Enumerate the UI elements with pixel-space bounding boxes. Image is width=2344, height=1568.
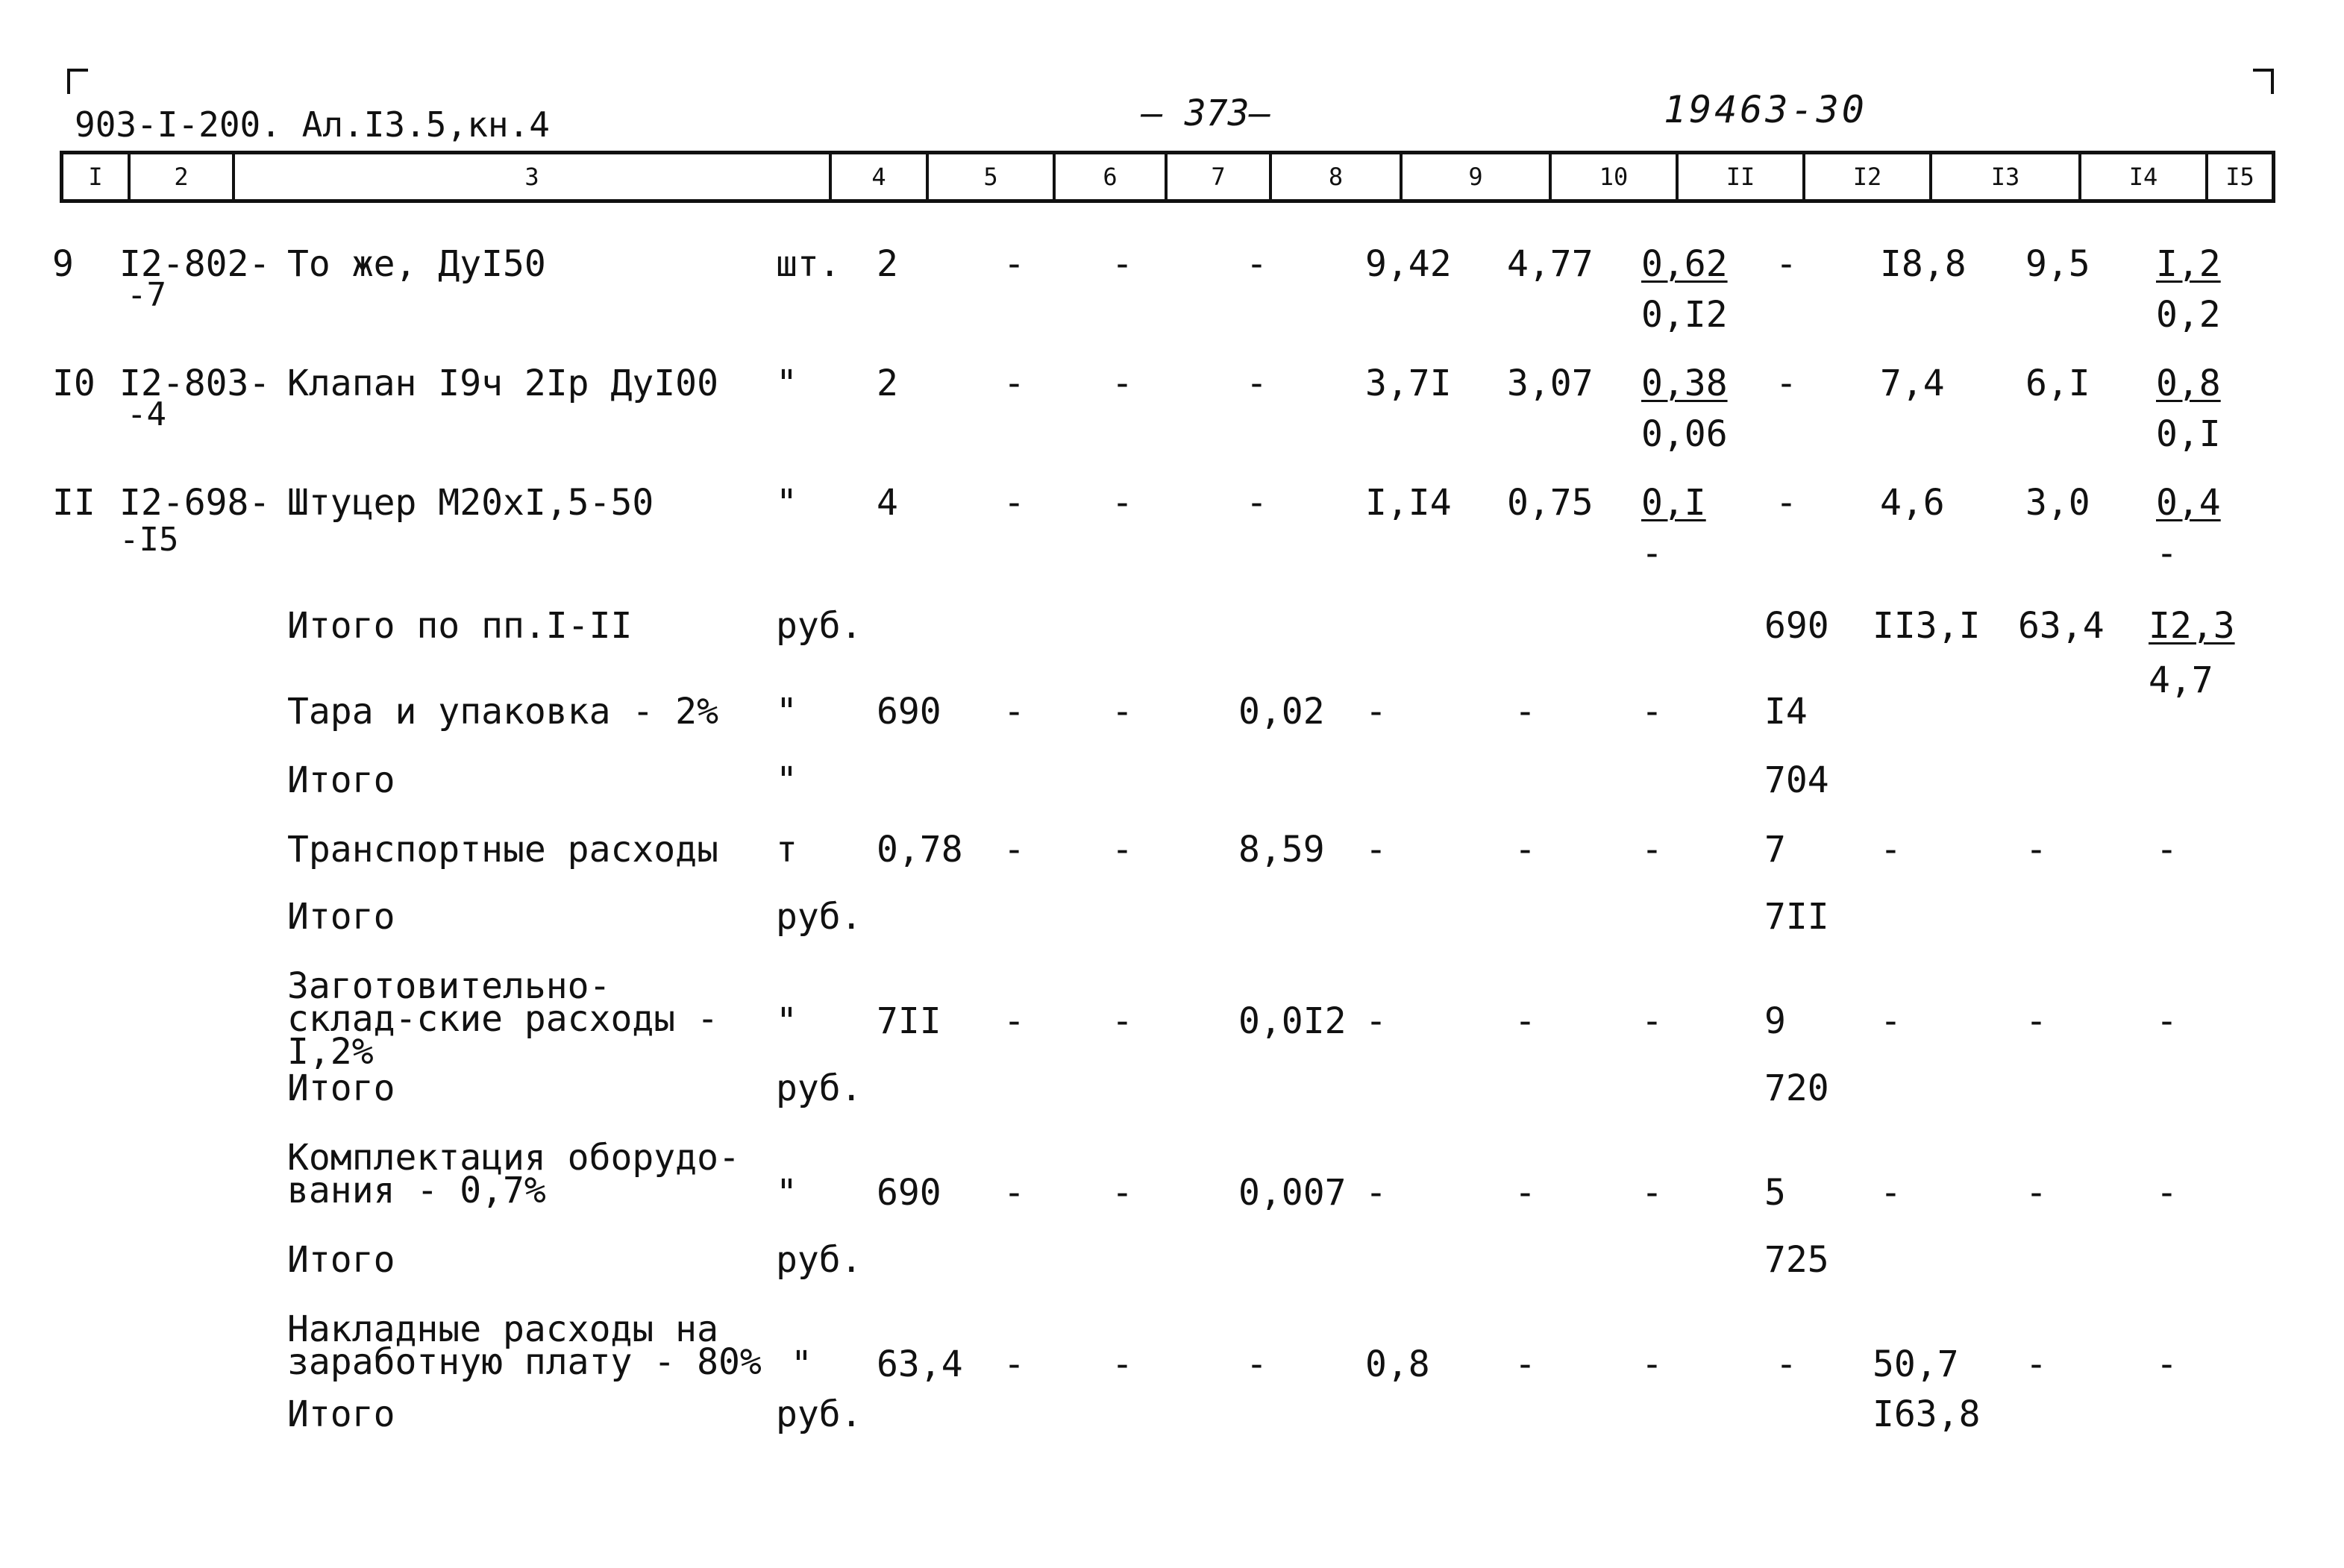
col6: - [1003, 1172, 1025, 1214]
summary-name: Итого [287, 1067, 395, 1109]
col7: - [1112, 1172, 1133, 1214]
col8: 0,0I2 [1238, 1000, 1347, 1042]
col8: 8,59 [1238, 829, 1325, 871]
col5: 0,78 [877, 829, 963, 871]
col5: 7II [877, 1000, 941, 1042]
column-header: I [63, 154, 131, 199]
document-code: 19463-30 [1664, 88, 1867, 131]
column-header: II [1679, 154, 1805, 199]
row-number: I0 [52, 363, 95, 404]
col14: 63,4 [2018, 605, 2105, 647]
col6: - [1003, 363, 1025, 404]
col12: - [1776, 363, 1797, 404]
item-code-suffix: -7 [127, 276, 166, 314]
column-header: 8 [1272, 154, 1403, 199]
summary-name: Заготовительно-склад-ские расходы - I,2% [287, 965, 718, 1073]
column-header: 9 [1403, 154, 1552, 199]
col14: - [2025, 829, 2047, 871]
unit: " [776, 1000, 797, 1042]
col13: I63,8 [1873, 1393, 1981, 1435]
col5: 63,4 [877, 1343, 963, 1385]
column-header: 7 [1168, 154, 1272, 199]
col11-bottom: 0,06 [1641, 413, 1728, 455]
col6: - [1003, 829, 1025, 871]
column-header: 10 [1552, 154, 1679, 199]
col15: - [2156, 1172, 2178, 1214]
unit: шт. [776, 243, 841, 285]
col7: - [1112, 363, 1133, 404]
column-header: 2 [131, 154, 235, 199]
col6: - [1003, 1000, 1025, 1042]
summary-name: Итого по пп.I-II [287, 605, 633, 647]
col9: - [1365, 1172, 1387, 1214]
col14: 6,I [2025, 363, 2090, 404]
col5: 690 [877, 691, 941, 733]
col9: - [1365, 829, 1387, 871]
unit: руб. [776, 896, 862, 938]
col6: - [1003, 691, 1025, 733]
corner-mark-top-right [2253, 69, 2274, 94]
col12: 704 [1764, 759, 1829, 801]
summary-name: Итого [287, 1393, 395, 1435]
item-code: I2-803- [119, 363, 271, 404]
col14: - [2025, 1343, 2047, 1385]
col11: - [1641, 1172, 1663, 1214]
column-header: I5 [2225, 163, 2254, 191]
col14: 9,5 [2025, 243, 2090, 285]
unit: " [776, 759, 797, 801]
col14: - [2025, 1000, 2047, 1042]
col9: - [1365, 1000, 1387, 1042]
col10: 3,07 [1507, 363, 1594, 404]
column-header: I2 [1805, 154, 1932, 199]
unit: руб. [776, 1239, 862, 1281]
item-name: Штуцер М20хI,5-50 [287, 482, 654, 524]
col6: - [1003, 482, 1025, 524]
col5: 690 [877, 1172, 941, 1214]
col12: 9 [1764, 1000, 1786, 1042]
col7: - [1112, 243, 1133, 285]
col11-bottom: 0,I2 [1641, 294, 1728, 336]
col15-top: I,2 [2156, 243, 2221, 285]
col11: - [1641, 1343, 1663, 1385]
col13: - [1880, 1172, 1902, 1214]
column-header: 4 [832, 154, 929, 199]
col12: - [1776, 482, 1797, 524]
col12: - [1776, 243, 1797, 285]
item-code-suffix: -4 [127, 395, 166, 433]
row-number: 9 [52, 243, 74, 285]
col11-top: 0,62 [1641, 243, 1728, 285]
summary-name: Итого [287, 896, 395, 938]
col9: I,I4 [1365, 482, 1452, 524]
col15-bottom: - [2156, 533, 2178, 574]
document-title: 903-I-200. Ал.I3.5,кн.4 [75, 104, 550, 145]
col8: 0,007 [1238, 1172, 1347, 1214]
unit: руб. [776, 605, 862, 647]
col12: 7II [1764, 896, 1829, 938]
col10: 0,75 [1507, 482, 1594, 524]
col6: - [1003, 243, 1025, 285]
col11-top: 0,38 [1641, 363, 1728, 404]
col10: - [1514, 691, 1536, 733]
col15-bottom: 0,2 [2156, 294, 2221, 336]
col8: - [1246, 482, 1267, 524]
column-header: 6 [1056, 154, 1168, 199]
unit: " [776, 363, 797, 404]
col7: - [1112, 1000, 1133, 1042]
col13: 4,6 [1880, 482, 1945, 524]
unit: руб. [776, 1067, 862, 1109]
col9: 3,7I [1365, 363, 1452, 404]
column-header: I3 [1932, 154, 2081, 199]
page-number: — 373— [1141, 92, 1271, 134]
unit: " [776, 1172, 797, 1214]
col8: 0,02 [1238, 691, 1325, 733]
unit: т [776, 829, 797, 871]
col15-top: 0,8 [2156, 363, 2221, 404]
col15-top: I2,3 [2149, 605, 2235, 647]
corner-mark-top-left [67, 69, 88, 94]
col9: - [1365, 691, 1387, 733]
col14: - [2025, 1172, 2047, 1214]
col11: - [1641, 691, 1663, 733]
col7: - [1112, 1343, 1133, 1385]
col15: - [2156, 1000, 2178, 1042]
col15-bottom: 0,I [2156, 413, 2221, 455]
column-header: 5 [929, 154, 1056, 199]
item-name: То же, ДуI50 [287, 243, 546, 285]
col13: I8,8 [1880, 243, 1967, 285]
item-name: Клапан I9ч 2Iр ДуI00 [287, 363, 718, 404]
quantity: 2 [877, 243, 898, 285]
col8: - [1246, 243, 1267, 285]
col11-top: 0,I [1641, 482, 1706, 524]
col10: - [1514, 1172, 1536, 1214]
unit: " [791, 1343, 812, 1385]
unit: " [776, 691, 797, 733]
col10: - [1514, 1343, 1536, 1385]
col10: - [1514, 1000, 1536, 1042]
column-header: 3 [235, 154, 832, 199]
col15-bottom: 4,7 [2149, 659, 2213, 701]
col13: 7,4 [1880, 363, 1945, 404]
col7: - [1112, 691, 1133, 733]
summary-name: Накладные расходы на заработную плату - 80% [287, 1308, 762, 1383]
col12: - [1776, 1343, 1797, 1385]
summary-name: Тара и упаковка - 2% [287, 691, 718, 733]
item-code: I2-698- [119, 482, 271, 524]
col8: - [1246, 363, 1267, 404]
col15: - [2156, 1343, 2178, 1385]
col13: 50,7 [1873, 1343, 1959, 1385]
col7: - [1112, 482, 1133, 524]
col13: II3,I [1873, 605, 1981, 647]
summary-name: Итого [287, 759, 395, 801]
item-code: I2-802- [119, 243, 271, 285]
column-header: I4 [2081, 154, 2208, 199]
unit: " [776, 482, 797, 524]
col10: - [1514, 829, 1536, 871]
col10: 4,77 [1507, 243, 1594, 285]
item-code-suffix: -I5 [119, 521, 179, 559]
col7: - [1112, 829, 1133, 871]
quantity: 2 [877, 363, 898, 404]
summary-name: Итого [287, 1239, 395, 1281]
unit: руб. [776, 1393, 862, 1435]
row-number: II [52, 482, 95, 524]
column-number-header [60, 151, 2275, 203]
col11: - [1641, 1000, 1663, 1042]
col13: - [1880, 1000, 1902, 1042]
summary-name: Транспортные расходы [287, 829, 718, 871]
col9: 9,42 [1365, 243, 1452, 285]
col6: - [1003, 1343, 1025, 1385]
col12: 720 [1764, 1067, 1829, 1109]
col14: 3,0 [2025, 482, 2090, 524]
col12: 690 [1764, 605, 1829, 647]
col15: - [2156, 829, 2178, 871]
summary-name: Комплектация оборудо-вания - 0,7% [287, 1137, 740, 1211]
col11-bottom: - [1641, 533, 1663, 574]
quantity: 4 [877, 482, 898, 524]
col13: - [1880, 829, 1902, 871]
col12: I4 [1764, 691, 1808, 733]
col12: 725 [1764, 1239, 1829, 1281]
col11: - [1641, 829, 1663, 871]
col8: - [1246, 1343, 1267, 1385]
col12: 5 [1764, 1172, 1786, 1214]
col15-top: 0,4 [2156, 482, 2221, 524]
col12: 7 [1764, 829, 1786, 871]
col9: 0,8 [1365, 1343, 1430, 1385]
